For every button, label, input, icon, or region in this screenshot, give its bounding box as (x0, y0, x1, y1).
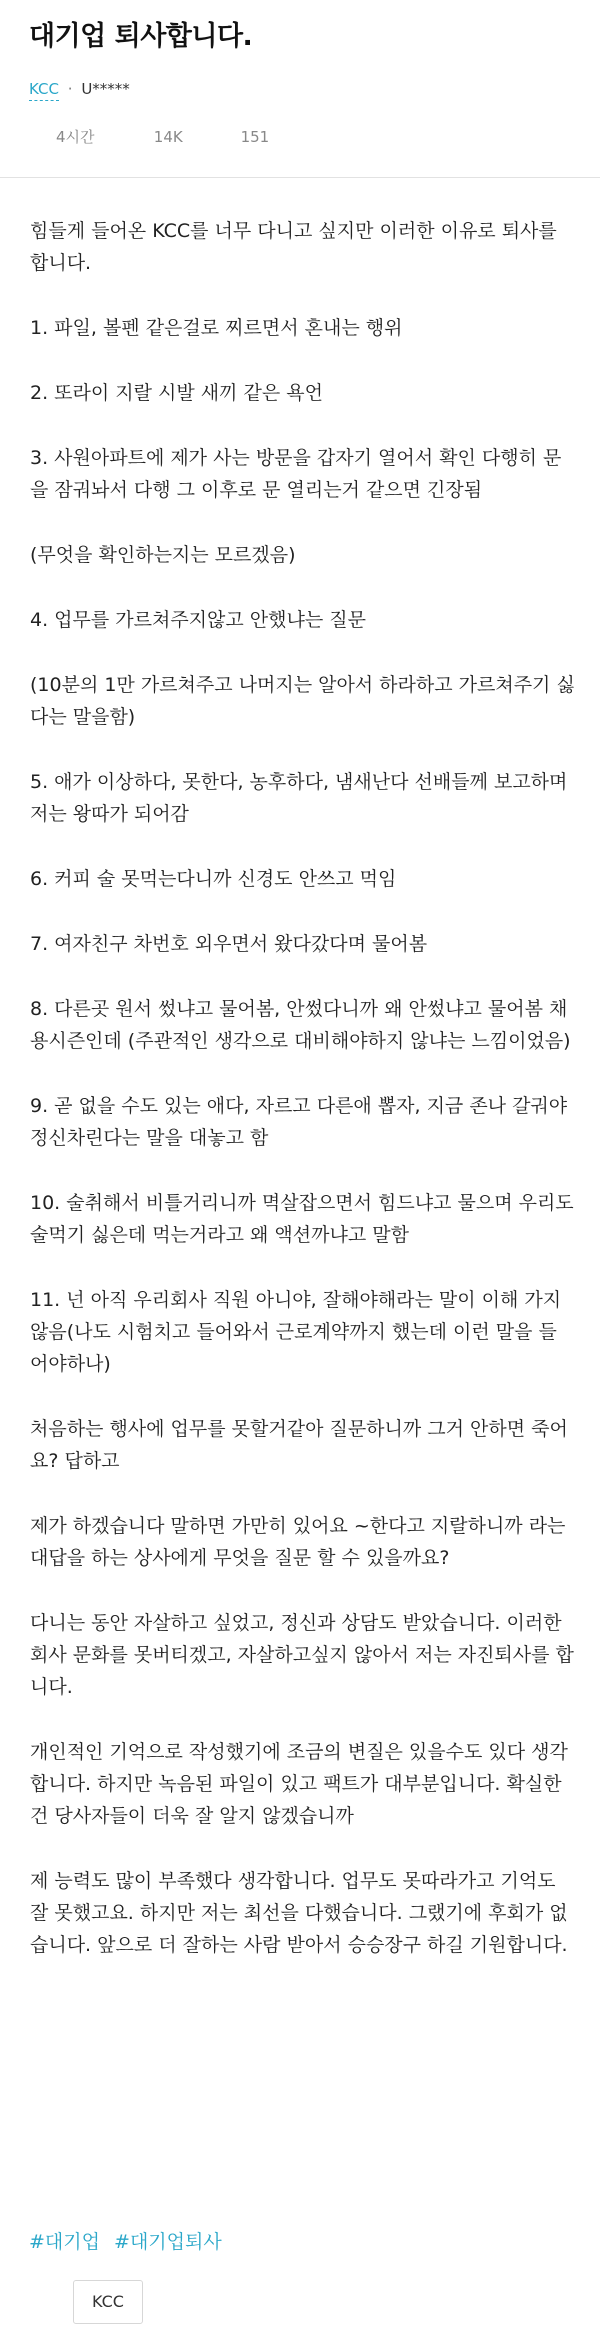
hashtag-list (29, 2227, 230, 2254)
body-paragraph: 6. 커피 술 못먹는다니까 신경도 안쓰고 먹임 (30, 868, 397, 890)
body-paragraph: 5. 애가 이상하다, 못한다, 농후하다, 냄새난다 선배들께 보고하며 저는 왕따가 되어감 (30, 771, 568, 825)
body-paragraph: 다니는 동안 자살하고 싶었고, 정신과 상담도 받았습니다. 이러한 회사 문화를 못버티겠고, 자살하고싶지 않아서 저는 자진퇴사를 합니다. (30, 1612, 574, 1698)
hashtag-link[interactable]: #대기업 (29, 2231, 100, 2253)
company-link[interactable]: KCC (29, 80, 59, 101)
view-count: 14K (153, 128, 183, 146)
body-paragraph: 10. 술취해서 비틀거리니까 멱살잡으면서 힘드냐고 물으며 우리도 술먹기 싫은데 먹는거라고 왜 액션까냐고 말함 (30, 1192, 574, 1246)
body-paragraph: 개인적인 기억으로 작성했기에 조금의 변질은 있을수도 있다 생각합니다. 하지만 녹음된 파일이 있고 팩트가 대부분입니다. 확실한건 당사자들이 더욱 잘 알지 않겠습니까 (30, 1741, 568, 1827)
body-paragraph: 힘들게 들어온 KCC를 너무 다니고 싶지만 이러한 이유로 퇴사를 합니다. (30, 220, 557, 274)
body-paragraph: (10분의 1만 가르쳐주고 나머지는 알아서 하라하고 가르쳐주기 싫다는 말을함) (30, 674, 575, 728)
body-paragraph: 처음하는 행사에 업무를 못할거같아 질문하니까 그거 안하면 죽어요? 답하고 (30, 1418, 568, 1472)
body-paragraph: 8. 다른곳 원서 썼냐고 물어봄, 안썼다니까 왜 안썼냐고 물어봄 채용시즌인데 (주관적인 생각으로 대비해야하지 않냐는 느낌이었음) (30, 998, 571, 1052)
author-line (29, 80, 130, 98)
post-meta (56, 126, 269, 147)
body-paragraph: 9. 곧 없을 수도 있는 애다, 자르고 다른애 뽑자, 지금 존나 갈궈야 정신차린다는 말을 대놓고 함 (30, 1095, 568, 1149)
username: U***** (81, 80, 130, 98)
header-divider (0, 177, 600, 178)
post-header (0, 0, 600, 178)
comment-count[interactable]: 151 (240, 128, 270, 146)
body-paragraph: 제 능력도 많이 부족했다 생각합니다. 업무도 못따라가고 기억도 잘 못했고요. 하지만 저는 최선을 다했습니다. 그랬기에 후회가 없습니다. 앞으로 더 잘하는 사람 받아서 승승장구 하길 기원합니다. (30, 1870, 568, 1956)
post-title: 대기업 퇴사합니다. (29, 21, 253, 52)
post-body (30, 215, 575, 1994)
body-paragraph: 2. 또라이 지랄 시발 새끼 같은 욕언 (30, 382, 323, 404)
body-paragraph: 제가 하겠습니다 말하면 가만히 있어요 ~한다고 지랄하니까 라는 대답을 하는 상사에게 무엇을 질문 할 수 있을까요? (30, 1515, 566, 1569)
hashtag-link[interactable]: #대기업퇴사 (114, 2231, 222, 2253)
author-separator: · (67, 80, 73, 98)
body-paragraph: 1. 파일, 볼펜 같은걸로 찌르면서 혼내는 행위 (30, 317, 403, 339)
body-paragraph: 4. 업무를 가르쳐주지않고 안했냐는 질문 (30, 609, 366, 631)
company-tag-button[interactable]: KCC (73, 2280, 143, 2324)
body-paragraph: 7. 여자친구 차번호 외우면서 왔다갔다며 물어봄 (30, 933, 428, 955)
body-paragraph: 3. 사원아파트에 제가 사는 방문을 갑자기 열어서 확인 다행히 문을 잠궈놔서 다행 그 이후로 문 열리는거 같으면 긴장됨 (30, 447, 562, 501)
body-paragraph: (무엇을 확인하는지는 모르겠음) (30, 544, 296, 566)
body-paragraph: 11. 넌 아직 우리회사 직원 아니야, 잘해야해라는 말이 이해 가지 않음(나도 시험치고 들어와서 근로계약까지 했는데 이런 말을 들어야하나) (30, 1289, 562, 1375)
post-time: 4시간 (56, 128, 95, 146)
